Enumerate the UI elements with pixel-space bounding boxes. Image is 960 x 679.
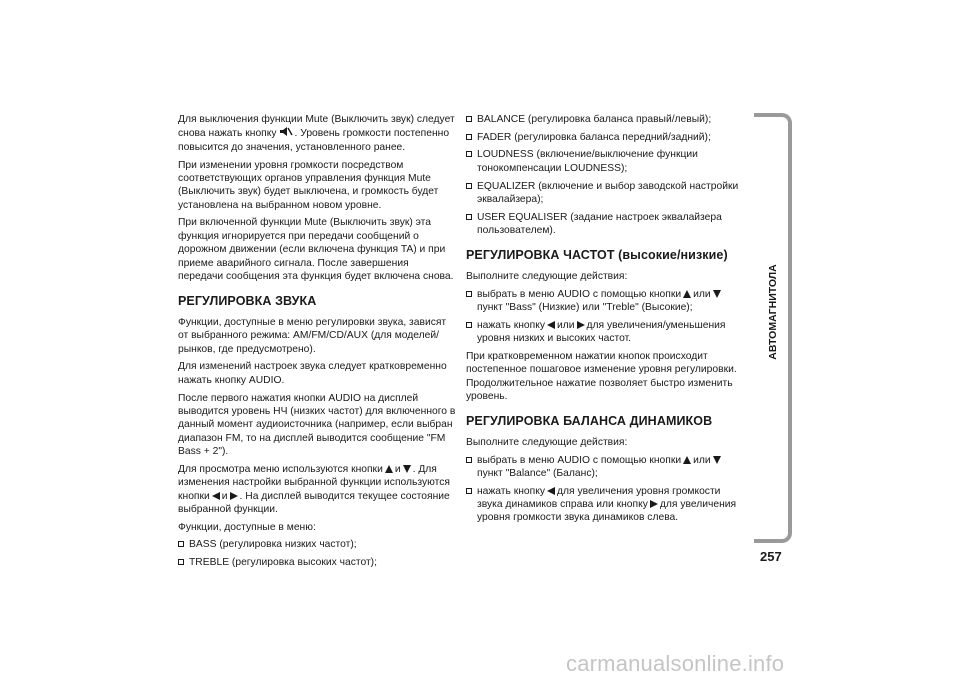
checkbox-bullet-icon <box>466 457 472 463</box>
arrow-up-icon <box>683 456 691 464</box>
paragraph-functions-depend: Функции, доступные в меню регулировки звука, зависят от выбранного режима: AM/FM/CD/AUX (для моделей/рынков, где предусмотрено). <box>178 316 447 355</box>
list-item-balance: BALANCE (регулировка баланса правый/левый); <box>466 113 742 126</box>
page-number: 257 <box>760 549 782 564</box>
list-item-adjust-frequency: нажать кнопку или для увеличения/уменьшения уровня низких и высоких частот. <box>466 319 742 346</box>
mute-icon <box>279 126 293 137</box>
checkbox-bullet-icon <box>466 488 472 494</box>
watermark: carmanualsonline.info <box>566 651 785 676</box>
list-item-select-bass-treble: выбрать в меню AUDIO с помощью кнопки илипункт "Bass" (Низкие) или "Treble" (Высокие); <box>466 288 742 315</box>
arrow-right-icon <box>577 321 585 329</box>
left-column <box>178 113 456 574</box>
checkbox-bullet-icon <box>466 151 472 157</box>
heading-sound-settings: РЕГУЛИРОВКА ЗВУКА <box>178 294 317 309</box>
right-column <box>466 113 742 529</box>
arrow-down-icon <box>403 465 411 473</box>
list-item-equalizer: EQUALIZER (включение и выбор заводской настройки эквалайзера); <box>466 180 742 207</box>
heading-frequency-settings: РЕГУЛИРОВКА ЧАСТОТ (высокие/низкие) <box>466 248 728 263</box>
arrow-up-icon <box>683 290 691 298</box>
paragraph-first-press: После первого нажатия кнопки AUDIO на дисплей выводится уровень НЧ (низких частот) для включенного в данный момент аудиоисточника (например, если выбран диапазон FM, то на дисплей выводится сообщение "FM Bass + 2"). <box>178 392 456 458</box>
chapter-tab-label: АВТОМАГНИТОЛА <box>767 264 780 360</box>
list-item-select-balance: выбрать в меню AUDIO с помощью кнопки илипункт "Balance" (Баланс); <box>466 454 742 481</box>
paragraph-press-audio: Для изменений настроек звука следует кратковременно нажать кнопку AUDIO. <box>178 361 447 386</box>
heading-speaker-balance: РЕГУЛИРОВКА БАЛАНСА ДИНАМИКОВ <box>466 414 713 429</box>
arrow-left-icon <box>547 321 555 329</box>
paragraph-menu-functions: Функции, доступные в меню: <box>178 521 316 533</box>
checkbox-bullet-icon <box>178 559 184 565</box>
paragraph-menu-navigation: Для просмотра меню используются кнопки и . Для изменения настройки выбранной функции используются кнопки и . На дисплей выводится текущее состояние выбранной функции. <box>178 463 450 516</box>
checkbox-bullet-icon <box>466 322 472 328</box>
checkbox-bullet-icon <box>178 541 184 547</box>
list-item-treble: TREBLE (регулировка высоких частот); <box>178 556 456 569</box>
paragraph-volume-change: При изменении уровня громкости посредством соответствующих органов управления функция Mute (Выключить звук) будет выключена, и громкость будет установлена на выбранном новом уровне. <box>178 159 439 211</box>
checkbox-bullet-icon <box>466 116 472 122</box>
chapter-tab <box>762 252 784 372</box>
checkbox-bullet-icon <box>466 183 472 189</box>
list-item-fader: FADER (регулировка баланса передний/задний); <box>466 131 742 144</box>
arrow-down-icon <box>713 456 721 464</box>
paragraph-do-following-2: Выполните следующие действия: <box>466 436 628 448</box>
list-item-bass: BASS (регулировка низких частот); <box>178 538 456 551</box>
checkbox-bullet-icon <box>466 134 472 140</box>
checkbox-bullet-icon <box>466 214 472 220</box>
arrow-right-icon <box>230 492 238 500</box>
checkbox-bullet-icon <box>466 291 472 297</box>
paragraph-short-long-press: При кратковременном нажатии кнопок происходит постепенное пошаговое изменение уровня регулировки. Продолжительное нажатие позволяет быстро изменить уровень. <box>466 350 737 402</box>
list-item-loudness: LOUDNESS (включение/выключение функции тонокомпенсации LOUDNESS); <box>466 148 742 175</box>
arrow-right-icon <box>650 500 658 508</box>
paragraph-mute-off: Для выключения функции Mute (Выключить звук) следует снова нажать кнопку . Уровень громкости постепенно повысится до значения, установленного ранее. <box>178 114 455 153</box>
arrow-left-icon <box>547 487 555 495</box>
arrow-down-icon <box>713 290 721 298</box>
list-item-user-equaliser: USER EQUALISER (задание настроек эквалайзера пользователем). <box>466 211 742 238</box>
arrow-left-icon <box>212 492 220 500</box>
arrow-up-icon <box>385 465 393 473</box>
paragraph-mute-ta: При включенной функции Mute (Выключить звук) эта функция игнорируется при передачи сообщений о дорожном движении (если включена функция TA) и при приеме аварийного сигнала. После завершения передачи сообщения эта функция будет включена снова. <box>178 217 454 283</box>
list-item-adjust-balance: нажать кнопку для увеличения уровня громкости звука динамиков справа или кнопку для увеличения уровня громкости звука динамиков слева. <box>466 485 742 525</box>
paragraph-do-following: Выполните следующие действия: <box>466 270 628 282</box>
